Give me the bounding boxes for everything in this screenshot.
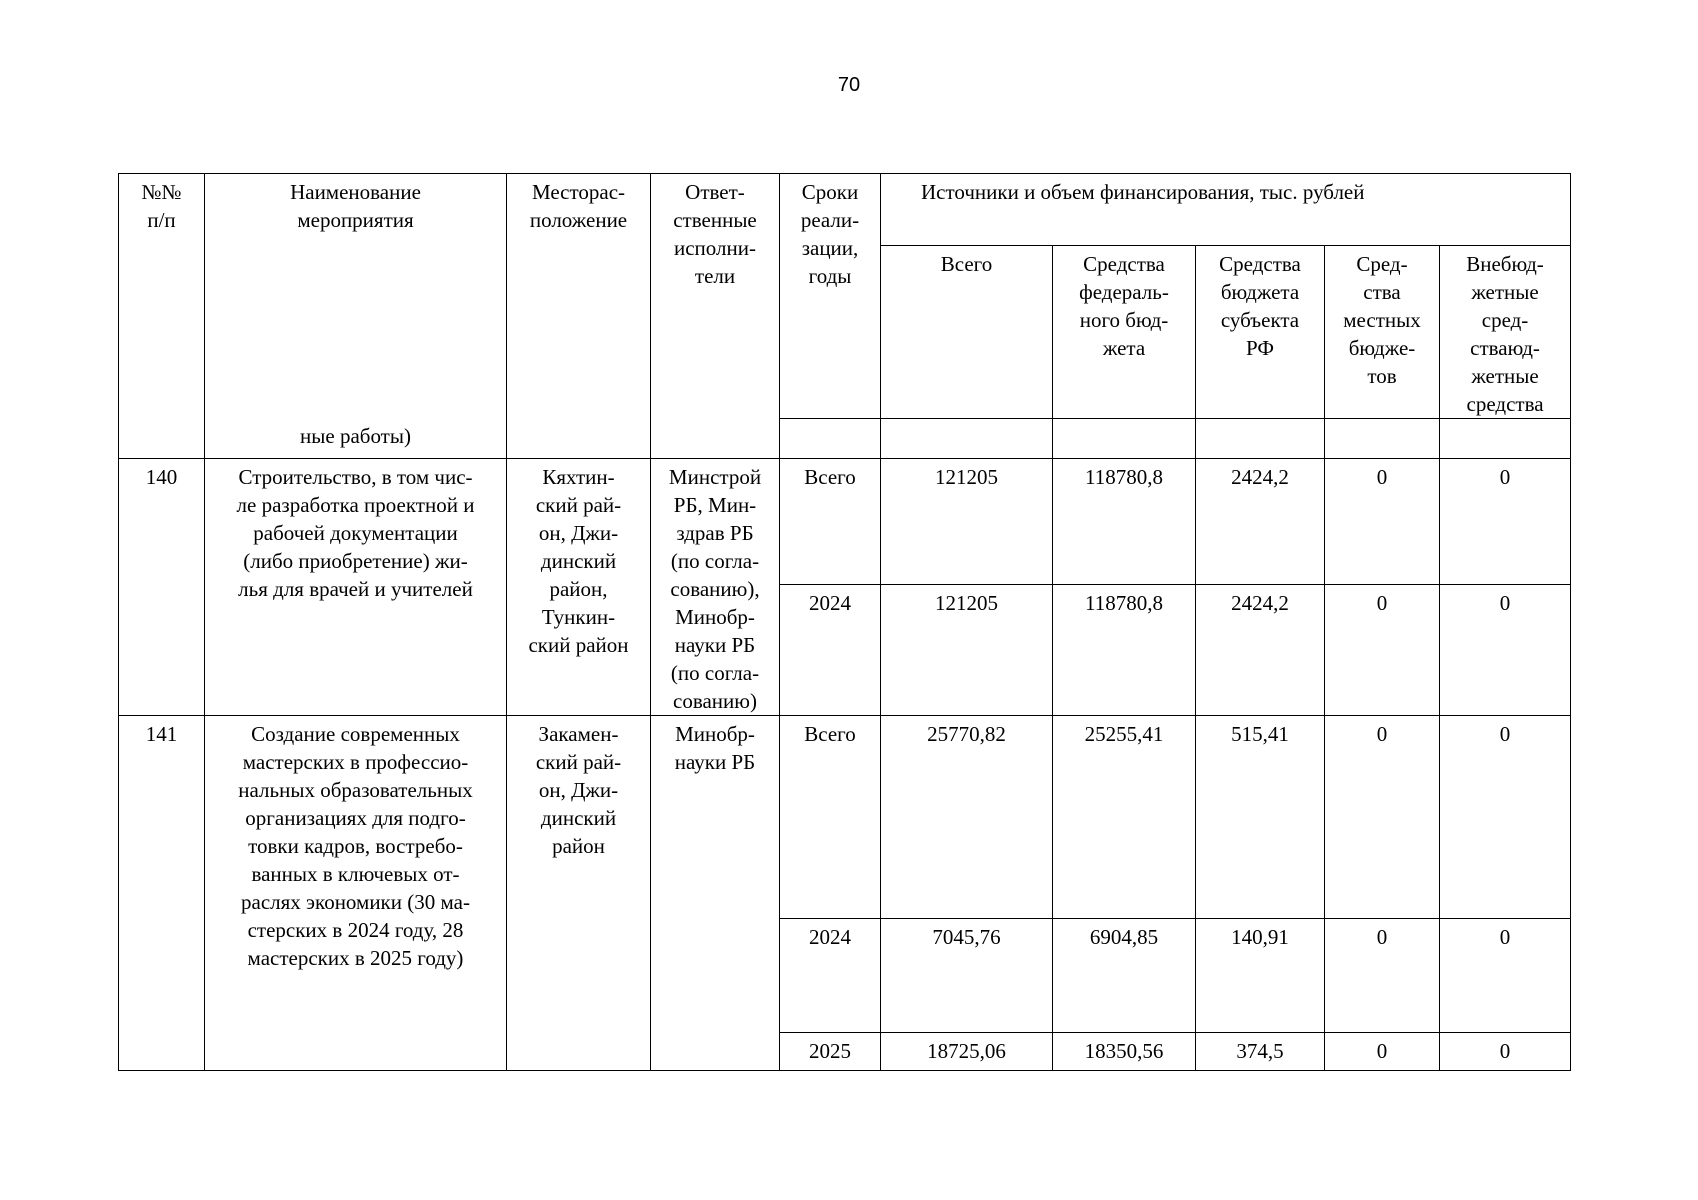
row-name: Строительство, в том чис- ле разработка проектной и рабочей документации (либо приобретение) жи- лья для врачей и учителей	[205, 459, 507, 716]
header-location: Месторас- положение	[507, 174, 651, 459]
row-federal: 18350,56	[1053, 1033, 1196, 1071]
row-total: 25770,82	[881, 716, 1053, 919]
row-local: 0	[1325, 584, 1440, 715]
row-local: 0	[1325, 1033, 1440, 1071]
row-federal: 118780,8	[1053, 584, 1196, 715]
header-num: №№ п/п	[119, 174, 205, 459]
row-responsible: Минобр- науки РБ	[651, 716, 780, 1071]
row-location: Закамен- ский рай- он, Джи- динский район	[507, 716, 651, 1071]
row-period: 2024	[780, 919, 881, 1033]
row-total: 18725,06	[881, 1033, 1053, 1071]
table-row	[119, 716, 1571, 919]
row-regional: 2424,2	[1196, 584, 1325, 715]
row-extra: 0	[1440, 459, 1571, 585]
header-regional: Средства бюджета субъекта РФ	[1196, 246, 1325, 419]
row-local: 0	[1325, 459, 1440, 585]
row-federal: 25255,41	[1053, 716, 1196, 919]
row-period: Всего	[780, 716, 881, 919]
header-name-tail: ные работы)	[300, 424, 411, 448]
row-total: 121205	[881, 459, 1053, 585]
row-extra: 0	[1440, 716, 1571, 919]
header-name: Наименование мероприятия ные работы)	[205, 174, 507, 459]
header-blank-cell	[1053, 419, 1196, 459]
row-period: Всего	[780, 459, 881, 585]
header-blank-cell	[1325, 419, 1440, 459]
row-regional: 374,5	[1196, 1033, 1325, 1071]
row-extra: 0	[1440, 919, 1571, 1033]
header-blank-cell	[780, 419, 881, 459]
row-federal: 6904,85	[1053, 919, 1196, 1033]
header-extra: Внебюд- жетные сред- стваюд- жетные средства	[1440, 246, 1571, 419]
row-local: 0	[1325, 716, 1440, 919]
row-regional: 515,41	[1196, 716, 1325, 919]
header-federal: Средства федераль- ного бюд- жета	[1053, 246, 1196, 419]
header-blank-cell	[1196, 419, 1325, 459]
header-local: Сред- ства местных бюдже- тов	[1325, 246, 1440, 419]
row-regional: 140,91	[1196, 919, 1325, 1033]
row-num: 141	[119, 716, 205, 1071]
header-responsible: Ответ- ственные исполни- тели	[651, 174, 780, 459]
row-responsible: Минстрой РБ, Мин- здрав РБ (по согла- сованию), Минобр- науки РБ (по согла- сованию)	[651, 459, 780, 716]
header-total: Всего	[881, 246, 1053, 419]
row-period: 2024	[780, 584, 881, 715]
header-blank-cell	[1440, 419, 1571, 459]
row-location: Кяхтин- ский рай- он, Джи- динский район, Тункин- ский район	[507, 459, 651, 716]
header-funding: Источники и объем финансирования, тыс. рублей	[881, 174, 1571, 246]
row-extra: 0	[1440, 584, 1571, 715]
header-blank-cell	[881, 419, 1053, 459]
row-federal: 118780,8	[1053, 459, 1196, 585]
table-row	[119, 459, 1571, 585]
row-period: 2025	[780, 1033, 881, 1071]
header-row-1	[119, 174, 1571, 246]
row-num: 140	[119, 459, 205, 716]
row-regional: 2424,2	[1196, 459, 1325, 585]
row-total: 7045,76	[881, 919, 1053, 1033]
row-name: Создание современных мастерских в профессио- нальных образовательных организациях для подго- товки кадров, востребо- ванных в ключевых от- раслях экономики (30 ма- стерских в 2024 году, 28 мастерских в 2025 году)	[205, 716, 507, 1071]
page-number: 70	[837, 74, 861, 96]
header-period: Сроки реали- зации, годы	[780, 174, 881, 419]
row-total: 121205	[881, 584, 1053, 715]
row-local: 0	[1325, 919, 1440, 1033]
funding-table	[118, 173, 1571, 1071]
row-extra: 0	[1440, 1033, 1571, 1071]
